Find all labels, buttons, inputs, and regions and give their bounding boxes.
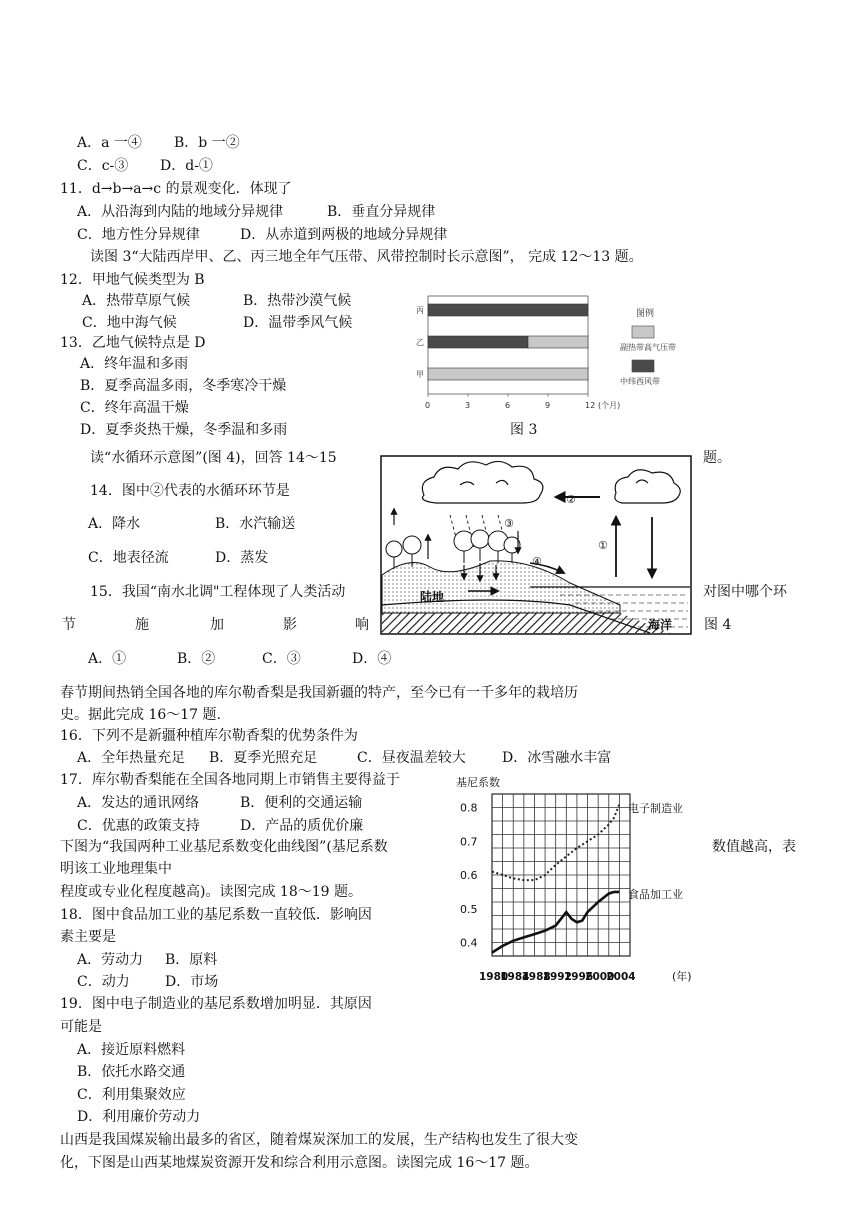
q18-option-d: D．市场 — [165, 974, 219, 990]
q15-line2-char-5: 响 — [355, 617, 369, 633]
fig3-x-tick-3: 9 — [545, 401, 551, 410]
gini-y-tick-2: 0.6 — [460, 869, 478, 882]
fig4-marker-3: ③ — [504, 517, 514, 530]
q10-option-a: A．a 一④ — [77, 135, 142, 151]
shanxi-intro-line2: 化，下图是山西某地煤炭资源开发和综合利用示意图。读图完成 16～17 题。 — [60, 1155, 539, 1171]
q16-option-b: B．夏季光照充足 — [209, 750, 318, 766]
q19-stem-line2: 可能是 — [60, 1019, 102, 1035]
gini-x-tick-2: 1988 — [521, 971, 551, 983]
q18-option-b: B．原料 — [165, 952, 218, 968]
fig3-x-tick-4: 12 — [585, 401, 596, 410]
fig3-category-label-1: 乙 — [416, 338, 424, 347]
gini-x-tick-5: 2000 — [585, 971, 615, 983]
q19-option-c: C．利用集聚效应 — [77, 1087, 186, 1103]
q12-option-a: A．热带草原气候 — [82, 293, 191, 309]
fig3-caption: 图 3 — [510, 422, 538, 438]
gini-y-tick-4: 0.8 — [460, 801, 478, 815]
fig3-bar-0-0 — [428, 304, 588, 316]
figure-3 — [410, 290, 710, 420]
q12-option-d: D．温带季风气候 — [243, 315, 353, 331]
gini-y-tick-1: 0.5 — [460, 902, 478, 916]
q14-option-b: B．水汽输送 — [215, 516, 296, 532]
q18-option-c: C．动力 — [77, 974, 130, 990]
gini-intro-line1-right: 数值越高，表 — [712, 839, 796, 855]
gini-x-unit: (年) — [672, 970, 692, 983]
q15-line2-char-3: 加 — [210, 617, 224, 633]
fig3-x-tick-1: 3 — [465, 401, 471, 410]
q15-option-d: D．④ — [352, 651, 392, 667]
q15-option-c: C．③ — [262, 651, 301, 667]
q17-option-d: D．产品的质优价廉 — [240, 818, 364, 834]
gini-series-label-food: 食品加工业 — [628, 888, 683, 901]
q15-line2-char-4: 影 — [283, 617, 297, 633]
gini-intro-line2: 明该工业地理集中 — [60, 861, 172, 877]
fig4-caption: 图 4 — [704, 617, 732, 633]
gini-chart — [450, 772, 700, 984]
q11-option-d: D．从赤道到两极的地域分异规律 — [240, 227, 448, 243]
figure-4-water-cycle — [380, 455, 692, 635]
q15-stem-right: 对图中哪个环 — [703, 584, 787, 600]
q13-option-a: A．终年温和多雨 — [80, 356, 189, 372]
fig3-bar-1-1 — [528, 336, 588, 348]
q15-line2-char-1: 节 — [62, 617, 76, 633]
gini-x-tick-1: 1984 — [500, 971, 530, 983]
fig3-bar-1-0 — [428, 336, 528, 348]
gini-y-tick-3: 0.7 — [460, 835, 478, 849]
gini-x-tick-0: 1980 — [479, 971, 509, 983]
q10-option-b: B．b 一② — [174, 135, 240, 151]
fig4-marker-2: ② — [566, 493, 576, 506]
gini-x-tick-3: 1992 — [542, 971, 572, 983]
fig4-intro-left: 读“水循环示意图”(图 4)，回答 14～15 — [90, 450, 337, 466]
q19-option-b: B．依托水路交通 — [77, 1064, 186, 1080]
pear-intro-line1: 春节期间热销全国各地的库尔勒香梨是我国新疆的特产，至今已有一千多年的栽培历 — [60, 685, 578, 701]
q18-stem-line1: 18．图中食品加工业的基尼系数一直较低．影响因 — [60, 907, 372, 923]
q13-option-c: C．终年高温干燥 — [80, 400, 189, 416]
q12-option-b: B．热带沙漠气候 — [243, 293, 352, 309]
q11-option-b: B．垂直分异规律 — [327, 204, 436, 220]
q19-stem-line1: 19．图中电子制造业的基尼系数增加明显．其原因 — [60, 996, 372, 1012]
q14-stem: 14．图中②代表的水循环环节是 — [90, 483, 290, 499]
q14-option-c: C．地表径流 — [88, 550, 169, 566]
q18-stem-line2: 素主要是 — [60, 929, 116, 945]
pear-intro-line2: 史。据此完成 16～17 题. — [60, 707, 221, 723]
q12-stem: 12．甲地气候类型为 B — [60, 272, 205, 288]
fig4-intro-right: 题。 — [703, 450, 731, 466]
fig4-marker-4: ④ — [532, 555, 542, 568]
gini-series-label-electronics: 电子制造业 — [628, 802, 683, 815]
q16-stem: 16．下列不是新疆种植库尔勒香梨的优势条件为 — [60, 728, 358, 744]
gini-intro-line1-left: 下图为“我国两种工业基尼系数变化曲线图”(基尼系数 — [60, 839, 388, 855]
shanxi-intro-line1: 山西是我国煤炭输出最多的省区，随着煤炭深加工的发展，生产结构也发生了很大变 — [60, 1132, 578, 1148]
q10-option-d: D．d-① — [160, 158, 213, 174]
q17-option-c: C．优惠的政策支持 — [77, 818, 200, 834]
q13-option-d: D．夏季炎热干燥，冬季温和多雨 — [80, 422, 288, 438]
q14-option-d: D．蒸发 — [215, 550, 269, 566]
q15-stem-left: 15．我国“南水北调"工程体现了人类活动 — [90, 584, 346, 600]
q15-option-b: B．② — [177, 651, 216, 667]
q11-stem: 11．d→b→a→c 的景观变化．体现了 — [60, 181, 292, 197]
q10-option-c: C．c-③ — [77, 158, 129, 174]
q17-option-a: A．发达的通讯网络 — [77, 795, 200, 811]
q17-option-b: B．便利的交通运输 — [240, 795, 363, 811]
q15-line2-char-2: 施 — [135, 617, 149, 633]
q19-option-a: A．接近原料燃料 — [77, 1042, 186, 1058]
q11-option-c: C．地方性分异规律 — [77, 227, 200, 243]
fig4-bedrock — [382, 613, 673, 633]
fig3-category-label-2: 甲 — [416, 370, 424, 379]
fig3-bar-2-1 — [428, 368, 588, 380]
fig3-intro: 读图 3“大陆西岸甲、乙、丙三地全年气压带、风带控制时长示意图”， 完成 12～13 题。 — [90, 249, 643, 265]
fig3-legend-swatch-westerlies — [632, 360, 654, 372]
q16-option-c: C．昼夜温差较大 — [357, 750, 466, 766]
q14-option-a: A．降水 — [88, 516, 141, 532]
fig3-legend-swatch-subtropical — [632, 326, 654, 338]
fig3-chart — [410, 290, 710, 420]
q13-option-b: B．夏季高温多雨，冬季寒冷干燥 — [80, 378, 287, 394]
gini-y-tick-0: 0.4 — [460, 936, 478, 950]
fig3-x-unit: (个月) — [598, 401, 621, 410]
q12-option-c: C．地中海气候 — [82, 315, 177, 331]
q15-option-a: A．① — [88, 651, 127, 667]
fig3-legend-westerlies: 中纬西风带 — [620, 377, 660, 386]
fig4-land-label: 陆地 — [420, 590, 445, 604]
fig3-x-tick-0: 0 — [425, 401, 431, 410]
q16-option-d: D．冰雪融水丰富 — [502, 750, 612, 766]
gini-intro-line3: 程度或专业化程度越高)。读图完成 18～19 题。 — [60, 884, 362, 900]
gini-x-tick-6: 2004 — [606, 971, 636, 983]
q19-option-d: D．利用廉价劳动力 — [77, 1109, 201, 1125]
gini-chart-figure — [450, 772, 700, 984]
q13-stem: 13．乙地气候特点是 D — [60, 335, 206, 351]
fig3-legend-title: 图例 — [636, 309, 655, 319]
fig3-legend-subtropical: 副热带高气压带 — [620, 343, 676, 352]
fig4-marker-1: ① — [598, 539, 608, 552]
fig3-x-tick-2: 6 — [505, 401, 511, 410]
fig3-category-label-0: 丙 — [416, 306, 424, 315]
gini-y-axis-label: 基尼系数 — [456, 776, 500, 789]
q16-option-a: A．全年热量充足 — [77, 750, 186, 766]
q18-option-a: A．劳动力 — [77, 952, 144, 968]
fig4-sea-label: 海洋 — [648, 618, 673, 632]
gini-x-tick-4: 1996 — [563, 971, 594, 983]
q11-option-a: A．从沿海到内陆的地域分异规律 — [77, 204, 284, 220]
q17-stem: 17．库尔勒香梨能在全国各地同期上市销售主要得益于 — [60, 772, 400, 788]
